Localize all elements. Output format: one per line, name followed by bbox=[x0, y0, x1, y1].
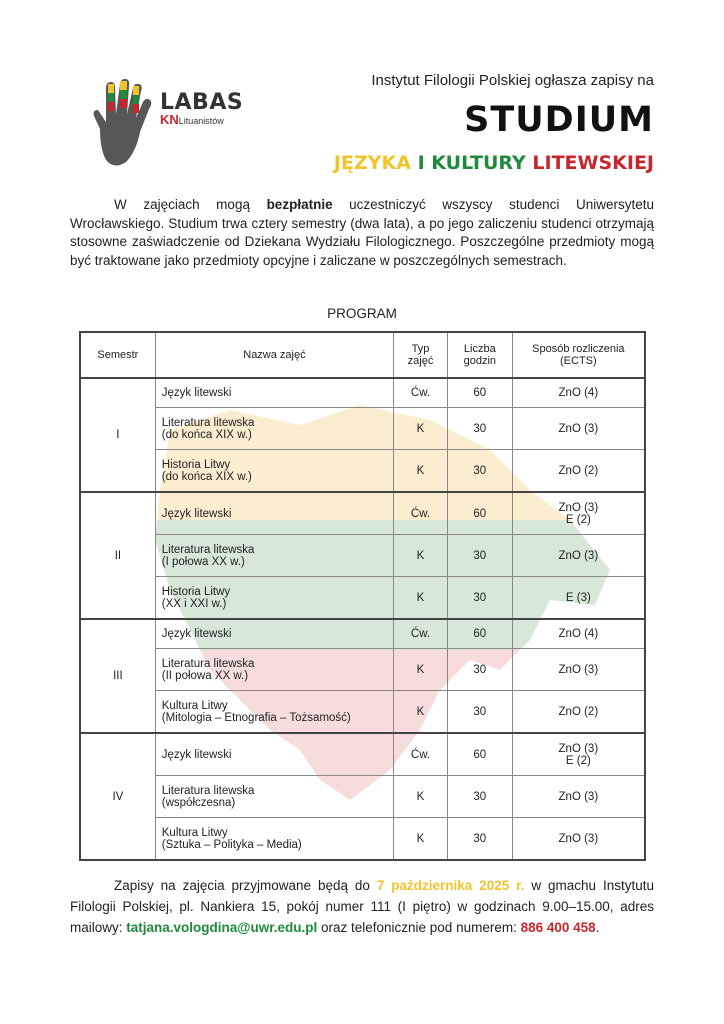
course-name: Literatura litewska (II połowa XX w.) bbox=[155, 649, 393, 691]
table-header-row bbox=[80, 332, 645, 378]
course-hours: 30 bbox=[447, 818, 512, 861]
table-row bbox=[80, 818, 645, 861]
col-header-ects: Sposób rozliczenia (ECTS) bbox=[512, 332, 645, 378]
course-ects: ZnO (3) bbox=[512, 408, 645, 450]
course-type: Ćw. bbox=[394, 492, 448, 535]
course-name: Język litewski bbox=[155, 733, 393, 776]
intro-bold: bezpłatnie bbox=[266, 197, 333, 212]
course-hours: 60 bbox=[447, 492, 512, 535]
intro-paragraph bbox=[70, 196, 654, 270]
course-name: Kultura Litwy (Sztuka – Polityka – Media) bbox=[155, 818, 393, 861]
course-type: K bbox=[394, 818, 448, 861]
table-row bbox=[80, 733, 645, 776]
course-type: Ćw. bbox=[394, 733, 448, 776]
program-heading: PROGRAM bbox=[327, 306, 397, 321]
course-ects: ZnO (3) bbox=[512, 649, 645, 691]
table-row bbox=[80, 535, 645, 577]
course-hours: 60 bbox=[447, 733, 512, 776]
semester-label: I bbox=[80, 378, 155, 492]
table-row bbox=[80, 649, 645, 691]
course-type: K bbox=[394, 535, 448, 577]
footer-text-3: oraz telefonicznie pod numerem: bbox=[320, 920, 517, 935]
course-type: K bbox=[394, 450, 448, 493]
footer-text-2: w gmachu Instytutu Filologii Polskiej, pl. Nankiera 15, pokój numer 111 (I piętro) w godzinach 9.00–15.00, adres mailowy: bbox=[70, 878, 654, 935]
table-row bbox=[80, 378, 645, 408]
announcement: Instytut Filologii Polskiej ogłasza zapisy na bbox=[371, 72, 654, 89]
course-ects: ZnO (4) bbox=[512, 619, 645, 649]
footer-paragraph bbox=[70, 875, 654, 938]
course-ects: ZnO (3) E (2) bbox=[512, 492, 645, 535]
table-row bbox=[80, 619, 645, 649]
deadline-date: 7 października 2025 r. bbox=[376, 878, 525, 893]
course-hours: 30 bbox=[447, 450, 512, 493]
course-type: Ćw. bbox=[394, 619, 448, 649]
course-type: K bbox=[394, 577, 448, 620]
course-name: Kultura Litwy (Mitologia – Etnografia – Tożsamość) bbox=[155, 691, 393, 734]
course-name: Historia Litwy (XX i XXI w.) bbox=[155, 577, 393, 620]
col-header-course: Nazwa zajęć bbox=[155, 332, 393, 378]
col-header-type: Typ zajęć bbox=[394, 332, 448, 378]
page-title: STUDIUM bbox=[464, 100, 654, 140]
course-name: Historia Litwy (do końca XIX w.) bbox=[155, 450, 393, 493]
course-ects: ZnO (3) E (2) bbox=[512, 733, 645, 776]
table-row bbox=[80, 450, 645, 493]
course-ects: ZnO (4) bbox=[512, 378, 645, 408]
table-row bbox=[80, 776, 645, 818]
subtitle-part-1: JĘZYKA bbox=[333, 152, 411, 174]
semester-label: III bbox=[80, 619, 155, 733]
contact-phone[interactable]: 886 400 458 bbox=[520, 920, 596, 935]
course-hours: 60 bbox=[447, 378, 512, 408]
col-header-hours: Liczba godzin bbox=[447, 332, 512, 378]
course-type: Ćw. bbox=[394, 378, 448, 408]
footer-text-4: . bbox=[595, 920, 600, 935]
logo-kn: KN bbox=[160, 112, 179, 127]
course-type: K bbox=[394, 649, 448, 691]
course-hours: 60 bbox=[447, 619, 512, 649]
contact-email[interactable]: tatjana.vologdina@uwr.edu.pl bbox=[126, 920, 318, 935]
course-hours: 30 bbox=[447, 691, 512, 734]
semester-label: II bbox=[80, 492, 155, 619]
course-name: Język litewski bbox=[155, 492, 393, 535]
course-hours: 30 bbox=[447, 577, 512, 620]
course-type: K bbox=[394, 776, 448, 818]
logo-text bbox=[160, 92, 243, 127]
table-row bbox=[80, 691, 645, 734]
logo-sub: Lituanistów bbox=[178, 116, 224, 126]
intro-text-1: W zajęciach mogą bbox=[114, 197, 250, 212]
course-name: Literatura litewska (I połowa XX w.) bbox=[155, 535, 393, 577]
footer-text-1: Zapisy na zajęcia przyjmowane będą do bbox=[114, 878, 370, 893]
page-subtitle bbox=[334, 152, 654, 174]
col-header-semester: Semestr bbox=[80, 332, 155, 378]
course-hours: 30 bbox=[447, 408, 512, 450]
course-type: K bbox=[394, 691, 448, 734]
subtitle-part-2: I KULTURY bbox=[417, 152, 526, 174]
course-type: K bbox=[394, 408, 448, 450]
course-name: Literatura litewska (współczesna) bbox=[155, 776, 393, 818]
table-row bbox=[80, 492, 645, 535]
course-ects: ZnO (3) bbox=[512, 818, 645, 861]
semester-label: IV bbox=[80, 733, 155, 860]
subtitle-part-3: LITEWSKIEJ bbox=[532, 152, 654, 174]
program-table bbox=[79, 331, 646, 861]
course-hours: 30 bbox=[447, 535, 512, 577]
course-hours: 30 bbox=[447, 649, 512, 691]
course-ects: ZnO (2) bbox=[512, 450, 645, 493]
course-ects: E (3) bbox=[512, 577, 645, 620]
intro-text-2: uczestniczyć wszyscy studenci Uniwersytetu Wrocławskiego. Studium trwa cztery semestry (dwa lata), a po jego zaliczeniu studenci otrzymają stosowne zaświadczenie od Dziekana Wydziału Filologicznego. Poszczególne przedmioty mogą być traktowane jako przedmioty opcyjne i zaliczane w poszczególnych semestrach. bbox=[70, 197, 654, 268]
course-ects: ZnO (3) bbox=[512, 776, 645, 818]
course-name: Język litewski bbox=[155, 378, 393, 408]
course-hours: 30 bbox=[447, 776, 512, 818]
table-row bbox=[80, 408, 645, 450]
logo-name: LABAS bbox=[160, 90, 244, 115]
course-name: Literatura litewska (do końca XIX w.) bbox=[155, 408, 393, 450]
course-name: Język litewski bbox=[155, 619, 393, 649]
course-ects: ZnO (3) bbox=[512, 535, 645, 577]
course-ects: ZnO (2) bbox=[512, 691, 645, 734]
table-row bbox=[80, 577, 645, 620]
